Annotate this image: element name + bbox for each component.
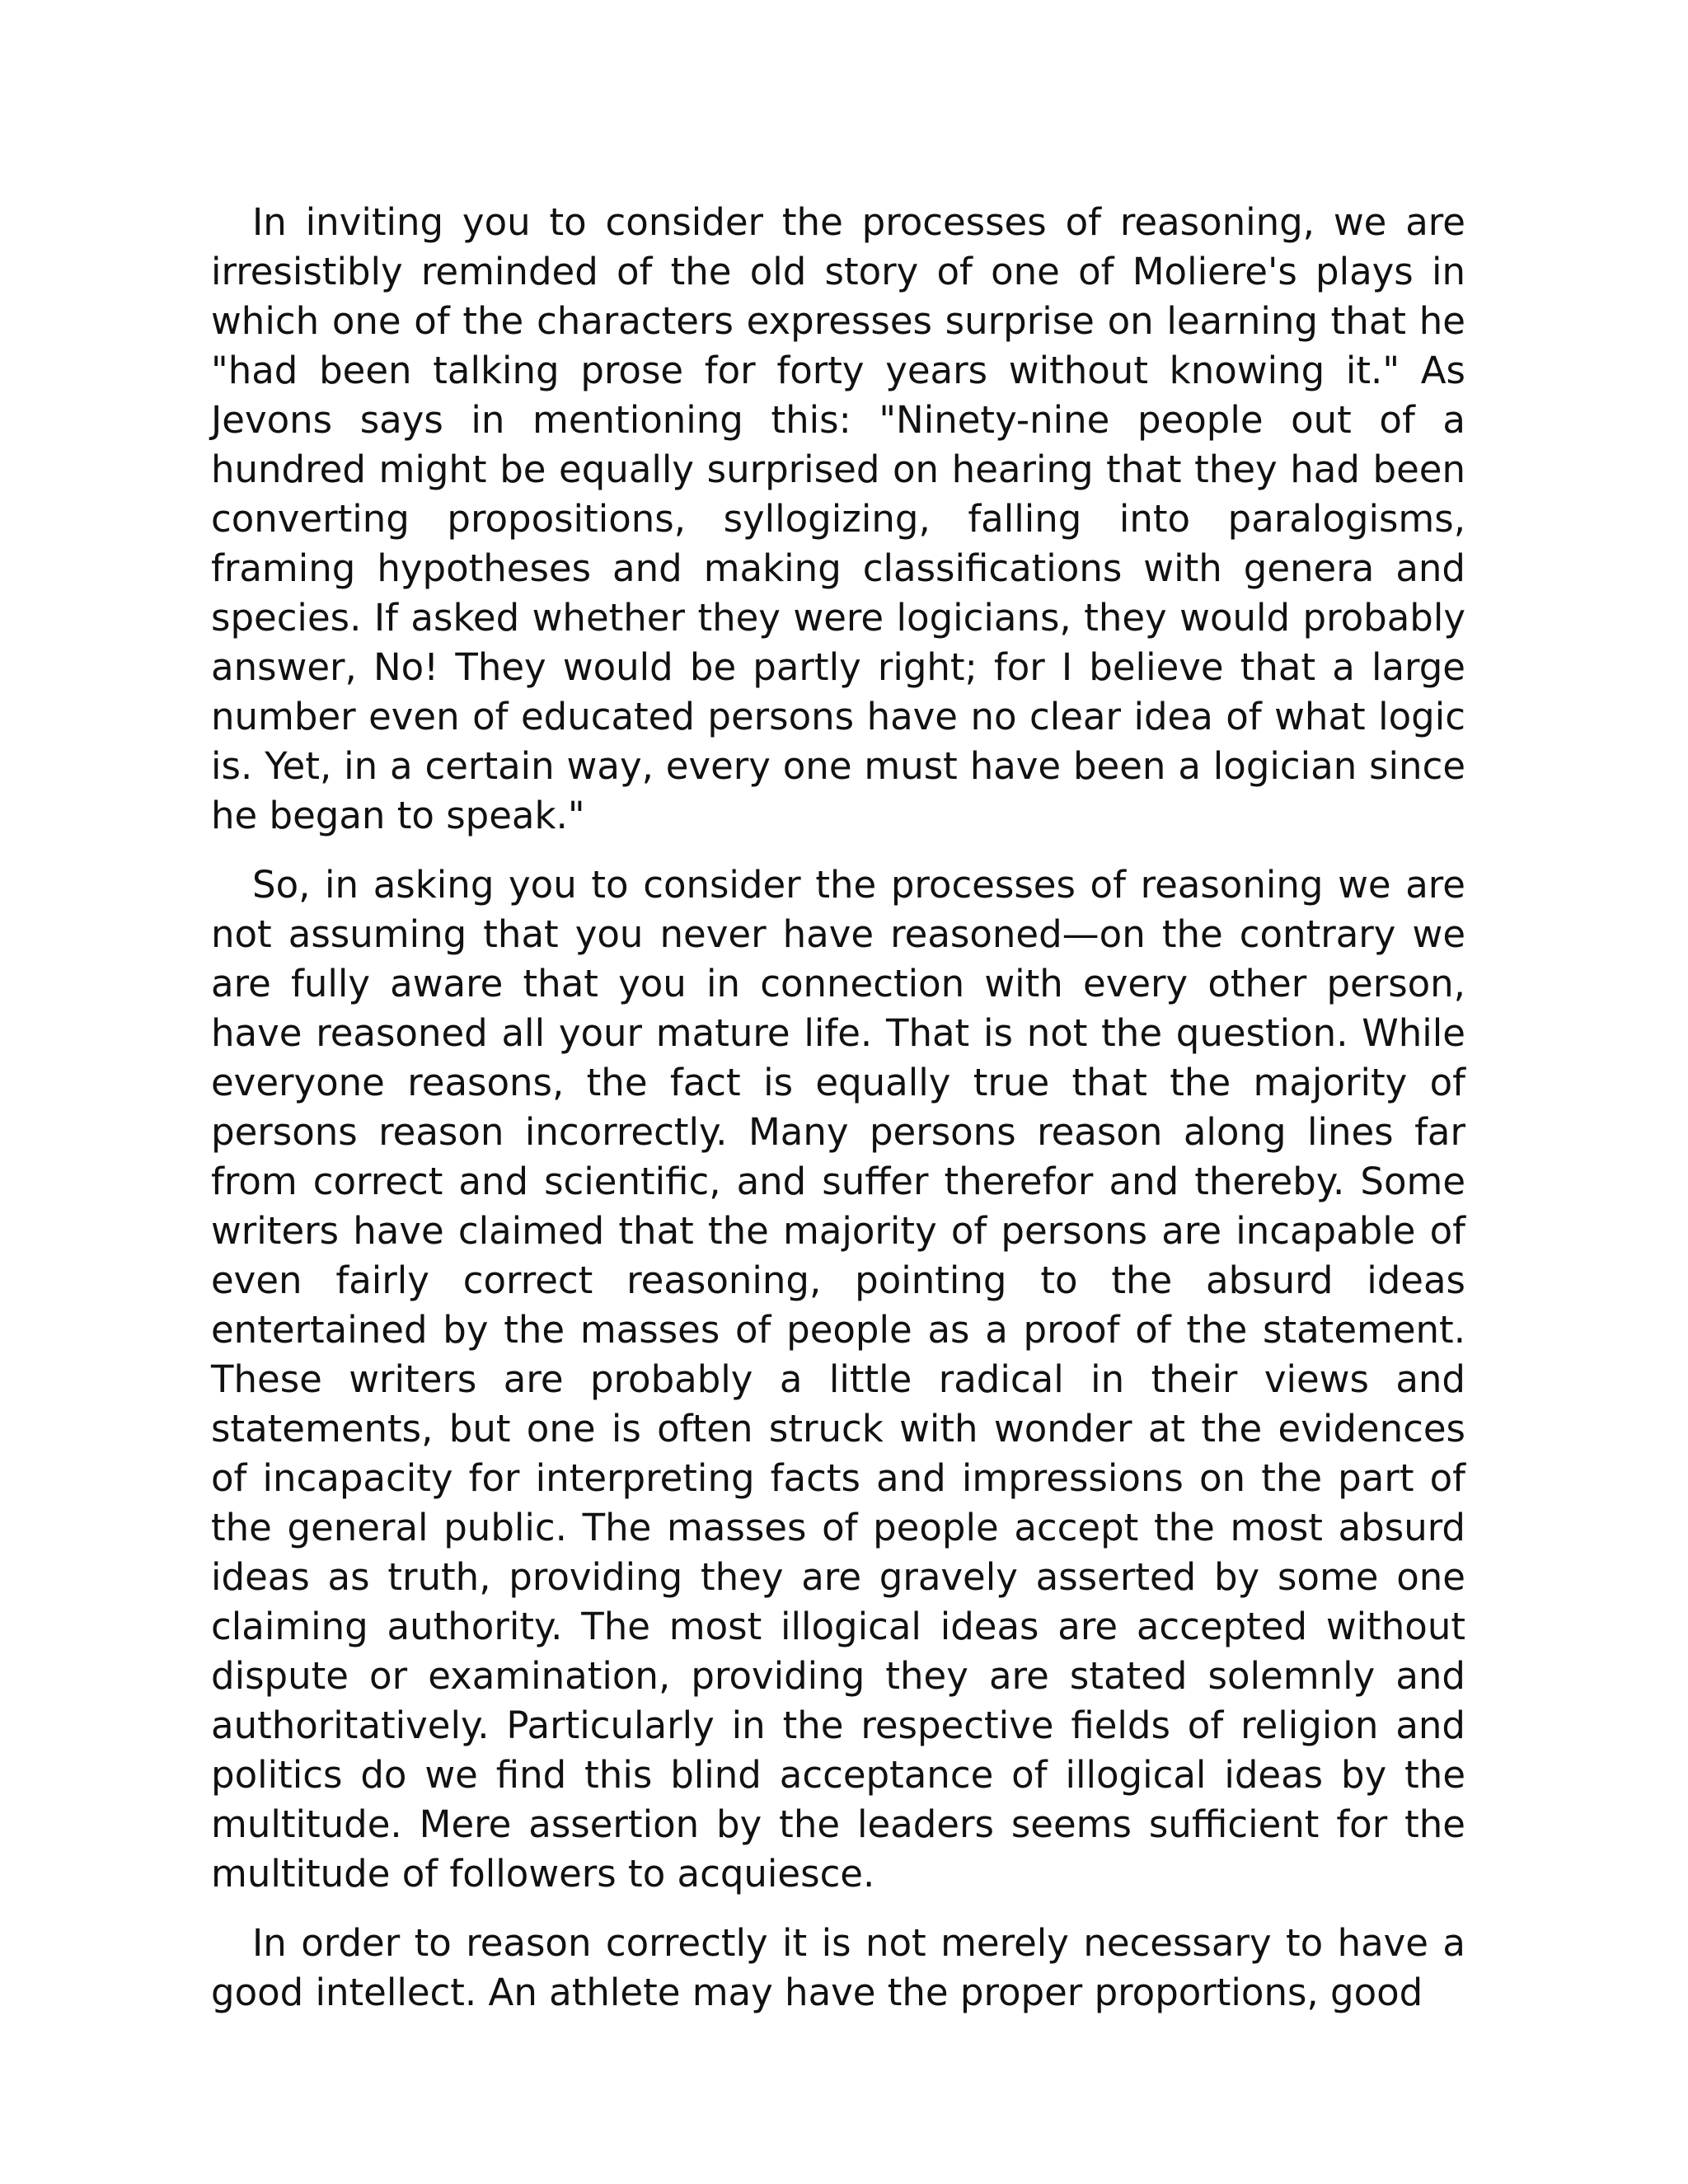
paragraph-2: So, in asking you to consider the processes of reasoning we are not assuming that you never have reasoned—on the contrary we are fully aware that you in connection with every other person, have reasoned all your mature life. That is not the question. While everyone reasons, the fact is equally true that the majority of persons reason incorrectly. Many persons reason along lines far from correct and scientific, and suffer therefor and thereby. Some writers have claimed that the majority of persons are incapable of even fairly correct reasoning, pointing to the absurd ideas entertained by the masses of people as a proof of the statement. These writers are probably a little radical in their views and statements, but one is often struck with wonder at the evidences of incapacity for interpreting facts and impressions on the part of the general public. The masses of people accept the most absurd ideas as truth, providing they are gravely asserted by some one claiming authority. The most illogical ideas are accepted without dispute or examination, providing they are stated solemnly and authoritatively. Particularly in the respective fields of religion and politics do we find this blind acceptance of illogical ideas by the multitude. Mere assertion by the leaders seems sufficient for the multitude of followers to acquiesce. <box>211 863 1465 1896</box>
paragraph-1: In inviting you to consider the processes of reasoning, we are irresistibly reminded of the old story of one of Moliere's plays in which one of the characters expresses surprise on learning that he "had been talking prose for forty years without knowing it." As Jevons says in mentioning this: "Ninety-nine people out of a hundred might be equally surprised on hearing that they had been converting propositions, syllogizing, falling into paralogisms, framing hypotheses and making classifications with genera and species. If asked whether they were logicians, they would probably answer, No! They would be partly right; for I believe that a large number even of educated persons have no clear idea of what logic is. Yet, in a certain way, every one must have been a logician since he began to speak." <box>211 200 1465 837</box>
paragraph-3: In order to reason correctly it is not merely necessary to have a good intellect. An athlete may have the proper proportions, good <box>211 1921 1465 2014</box>
body-text <box>211 198 1465 2037</box>
